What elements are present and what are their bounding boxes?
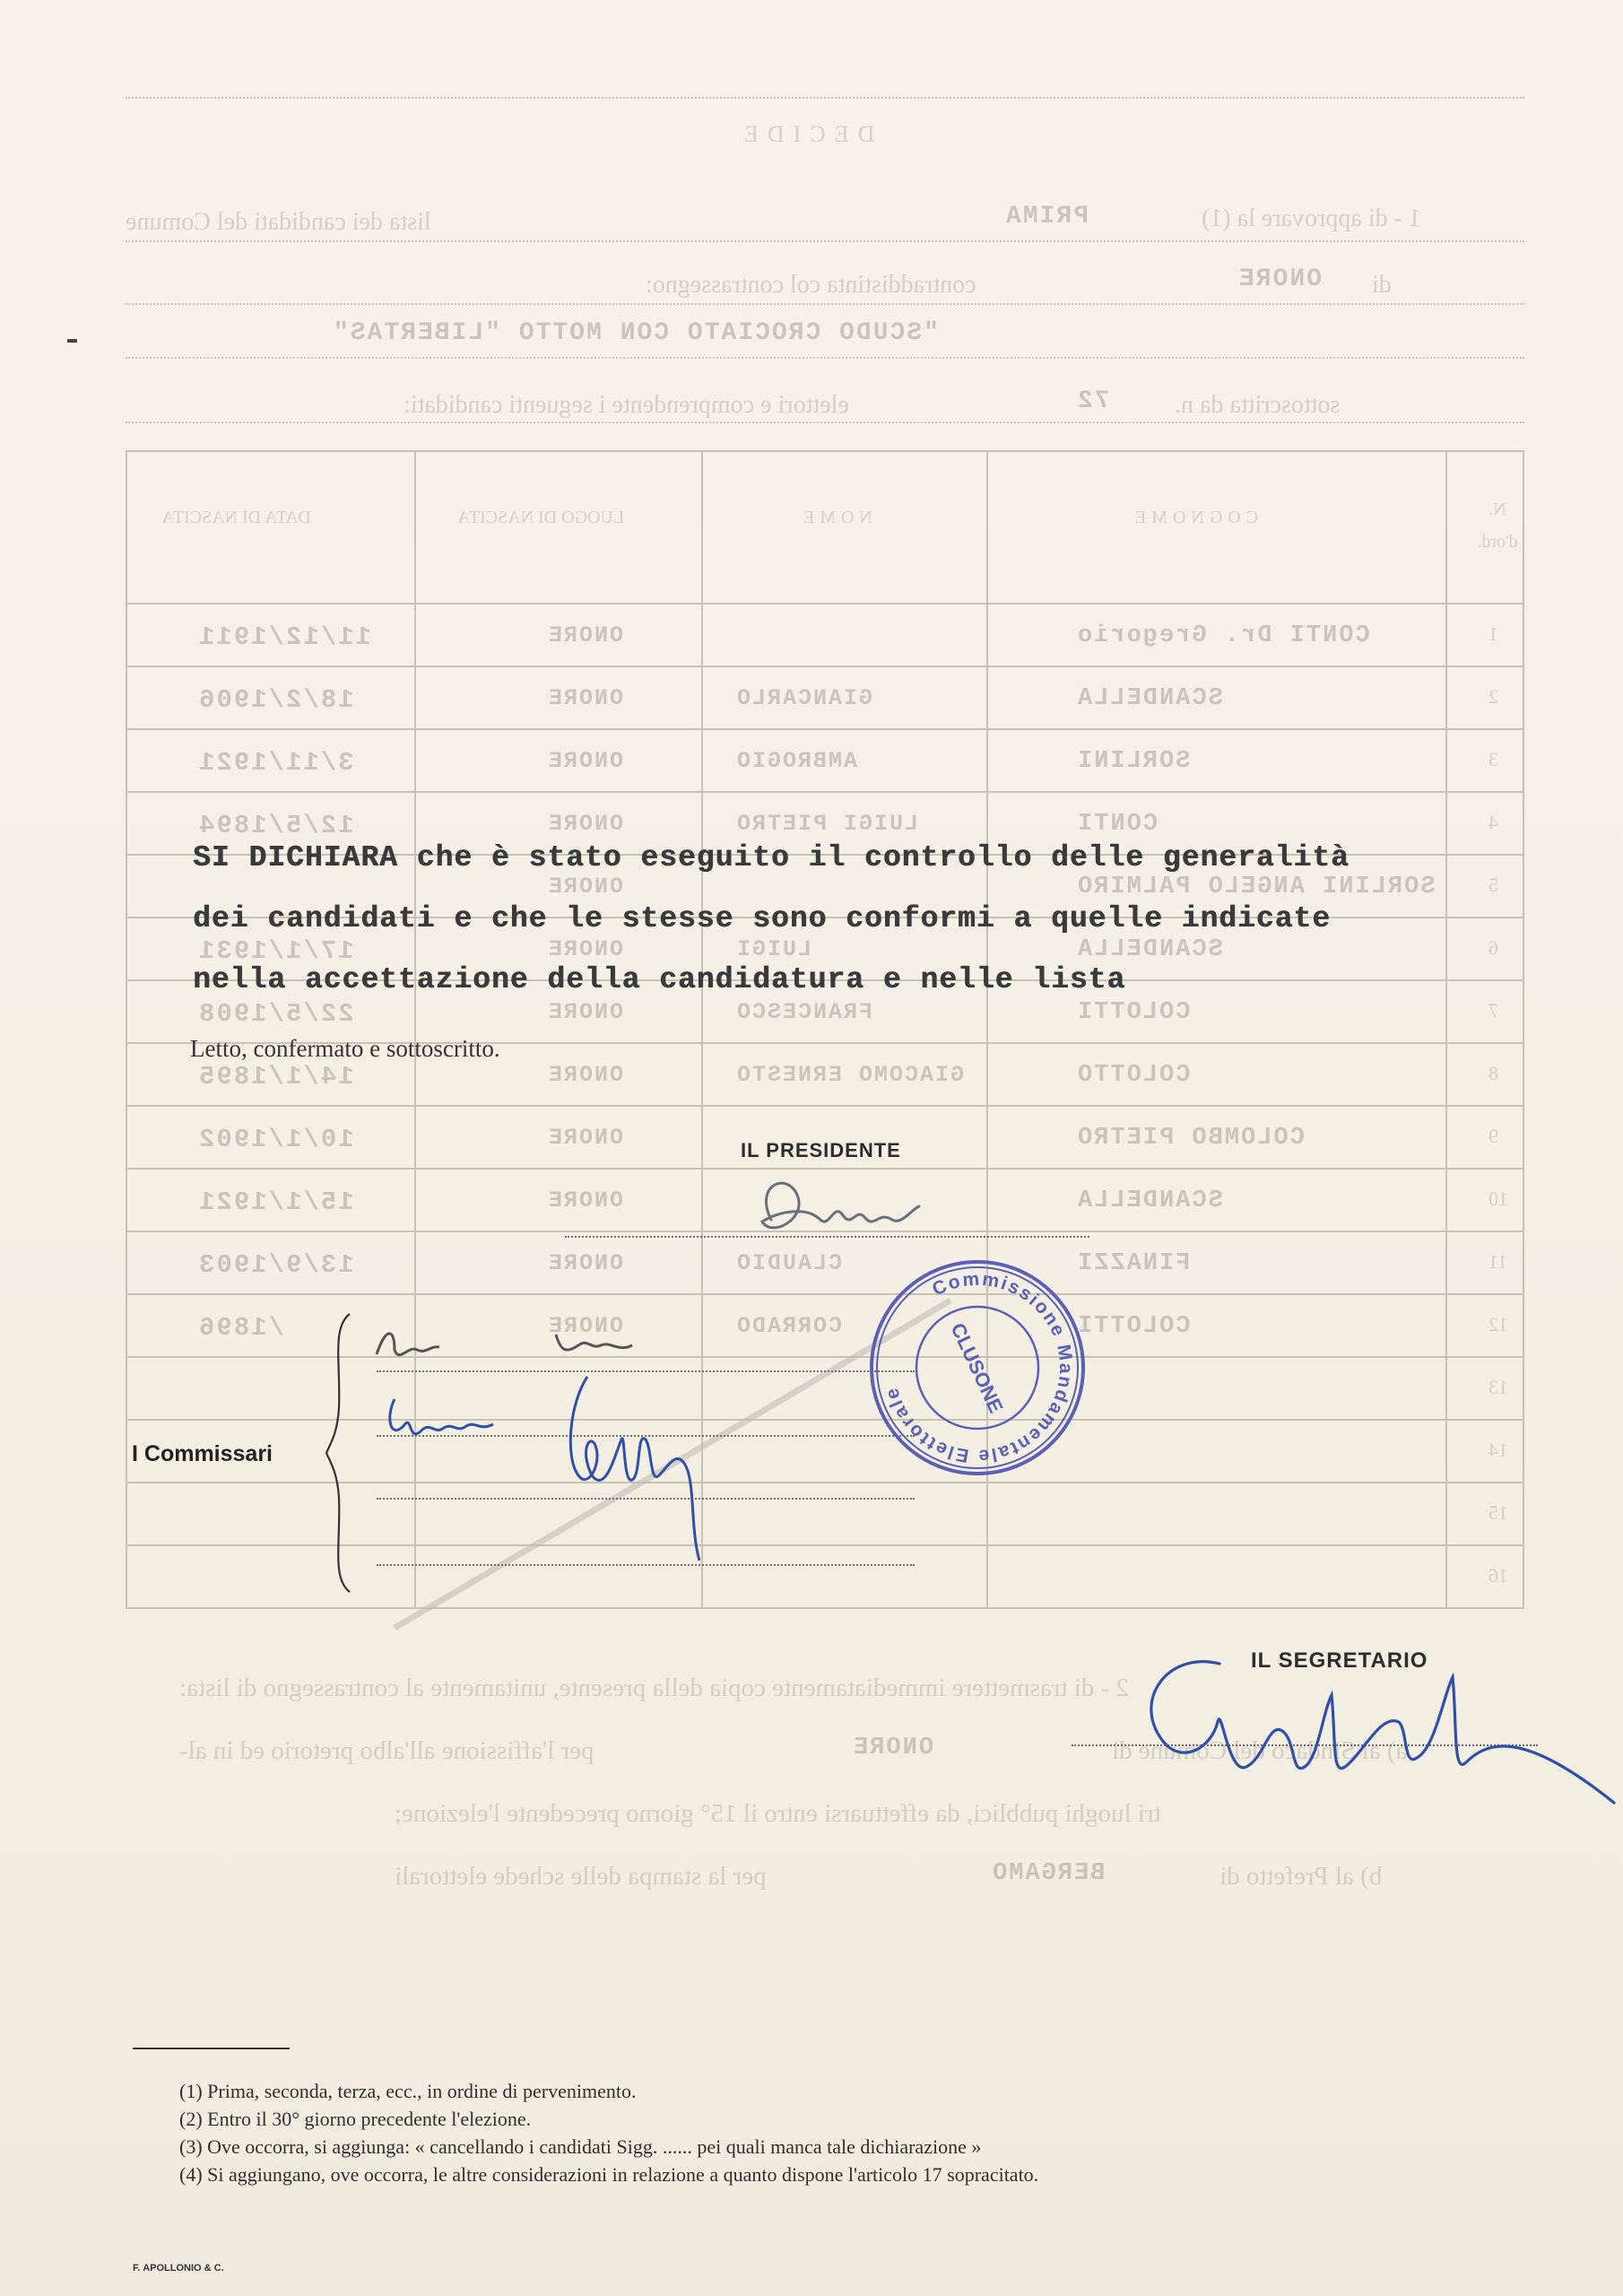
ghost-a-onore: ONORE <box>852 1735 934 1761</box>
ghost-col-cognome: COGNOME <box>1130 508 1259 527</box>
ghost-cell-data: 18/2/1906 <box>197 685 354 715</box>
ghost-a-line: a) al Sindaco del Comune di <box>1112 1736 1408 1765</box>
ghost-trasmettere: 2 - di trasmettere immediatamente copia della presente, unitamente al contrassegno di lista: <box>179 1674 1129 1702</box>
dichiara-line-1: SI DICHIARA che è stato eseguito il controllo delle generalità <box>193 841 1350 874</box>
ghost-cell-n: 4 <box>1488 811 1498 833</box>
ghost-cell-n: 11 <box>1488 1250 1508 1273</box>
footnote-4: (4) Si aggiungano, ove occorra, le altre considerazioni in relazione a quanto dispone l'articolo 17 sopracitato. <box>179 2163 1039 2186</box>
ghost-cell-cognome: SCANDELLA <box>1076 1187 1223 1214</box>
ghost-cell-n: 2 <box>1488 685 1498 708</box>
footnote-separator <box>133 2048 290 2049</box>
ghost-luoghi: tri luoghi pubblici, da effettuarsi entro il 15° giorno precedente l'elezione; <box>395 1799 1161 1828</box>
ghost-col-nome: NOME <box>798 508 872 527</box>
ghost-cell-nome: CORRADO <box>735 1313 843 1339</box>
ghost-cell-n: 3 <box>1488 748 1498 770</box>
ghost-cell-cognome: FINAZZI <box>1076 1250 1191 1277</box>
ghost-cell-luogo: ONORE <box>547 1187 624 1213</box>
ghost-symbol: "SCUDO CROCIATO CON MOTTO "LIBERTAS" <box>332 319 939 347</box>
ghost-b-bergamo: BERGAMO <box>991 1860 1106 1887</box>
ghost-col-data: DATA DI NASCITA <box>161 508 311 527</box>
ghost-cell-data: 17/1/1931 <box>197 936 354 966</box>
ghost-cell-n: 10 <box>1488 1187 1508 1210</box>
ghost-cell-luogo: ONORE <box>547 811 624 837</box>
presidente-signature <box>735 1166 933 1256</box>
ghost-cell-data: 15/1/1921 <box>197 1187 354 1217</box>
ghost-cell-data: 11/12/1911 <box>197 622 372 652</box>
ghost-cell-nome: GIACOMO ERNESTO <box>735 1062 965 1088</box>
ghost-cell-cognome: SCANDELLA <box>1076 936 1223 963</box>
commissario-signature-1 <box>359 1318 646 1372</box>
ghost-cell-luogo: ONORE <box>547 748 624 774</box>
ghost-approve: 1 - di approvare la (1) <box>1202 204 1421 232</box>
ghost-cell-luogo: ONORE <box>547 874 624 900</box>
ghost-decide: DECIDE <box>735 121 875 147</box>
ghost-cell-cognome: SCANDELLA <box>1076 685 1223 712</box>
ghost-cell-cognome: CONTI <box>1076 811 1159 838</box>
ghost-cell-luogo: ONORE <box>547 1250 624 1276</box>
footnote-2: (2) Entro il 30° giorno precedente l'elezione. <box>179 2108 532 2130</box>
ghost-cell-n: 5 <box>1488 874 1498 896</box>
ghost-prima: PRIMA <box>1004 203 1089 230</box>
footnote-3: (3) Ove occorra, si aggiunga: « cancellando i candidati Sigg. ...... pei quali manca tale dichiarazione » <box>179 2135 982 2158</box>
ghost-cell-n: 1 <box>1488 622 1498 645</box>
electoral-commission-stamp <box>865 1256 1089 1480</box>
ghost-b-line: b) al Prefetto di <box>1219 1862 1383 1891</box>
ghost-cell-nome: LUIGI <box>735 936 812 962</box>
ghost-cell-luogo: ONORE <box>547 1125 624 1151</box>
ghost-n-elettori: 72 <box>1076 387 1110 415</box>
ghost-cell-cognome: SORLINI ANGELO PALMIRO <box>1076 874 1436 900</box>
footnotes <box>179 2077 1038 2188</box>
ghost-cell-luogo: ONORE <box>547 622 624 648</box>
ghost-onore: ONORE <box>1237 265 1323 293</box>
ghost-cell-n: 8 <box>1488 1062 1498 1084</box>
commissario-signature-3 <box>551 1368 713 1574</box>
ghost-col-luogo: LUOGO DI NASCITA <box>457 508 625 527</box>
ghost-cell-data: 13/9/1903 <box>197 1250 354 1280</box>
ghost-cell-nome: AMBROGIO <box>735 748 858 774</box>
commissari-brace <box>323 1309 359 1596</box>
ghost-cell-n: 12 <box>1488 1313 1508 1335</box>
ghost-cell-cognome: CONTI Dr. Gregorio <box>1076 622 1370 649</box>
ghost-cell-data: 14/1/1895 <box>197 1062 354 1091</box>
ghost-cell-data: 12/5/1894 <box>197 811 354 840</box>
segretario-signature <box>1112 1641 1623 1821</box>
ghost-cell-nome: GIANCARLO <box>735 685 873 711</box>
stamp-inner-text: CLUSONE <box>946 1319 1008 1417</box>
presidente-label: IL PRESIDENTE <box>741 1139 901 1161</box>
ghost-cell-n: 7 <box>1488 999 1498 1022</box>
ghost-cell-n: 15 <box>1488 1501 1508 1524</box>
letto-confermato: Letto, confermato e sottoscritto. <box>190 1035 500 1062</box>
ghost-cell-data: 22/5/1908 <box>197 999 354 1029</box>
ghost-cell-nome: LUIGI PIETRO <box>735 811 919 837</box>
ghost-cell-data: 3/11/1921 <box>197 748 354 778</box>
printer-mark: F. APOLLONIO & C. <box>133 2263 224 2274</box>
ghost-cell-data: /1896 <box>197 1313 285 1343</box>
ghost-b-rest: per la stampa delle schede elettorali <box>395 1862 767 1891</box>
ghost-lista-title: lista dei candidati del Comune <box>126 208 431 236</box>
ghost-cell-luogo: ONORE <box>547 1062 624 1088</box>
ghost-cell-cognome: COLOMBO PIETRO <box>1076 1125 1305 1152</box>
ghost-cell-nome: CLAUDIO <box>735 1250 843 1276</box>
ghost-cell-n: 16 <box>1488 1564 1508 1587</box>
footnote-1: (1) Prima, seconda, terza, ecc., in ordine di pervenimento. <box>179 2080 637 2102</box>
ghost-cell-luogo: ONORE <box>547 999 624 1025</box>
commissari-label: I Commissari <box>132 1441 273 1466</box>
ghost-cell-luogo: ONORE <box>547 936 624 962</box>
commissario-signature-2 <box>372 1390 507 1453</box>
ghost-contradd: contraddistinta col contrassegno: <box>646 271 976 299</box>
ghost-cell-cognome: COLOTTI <box>1076 999 1191 1026</box>
ghost-di: di <box>1372 271 1392 299</box>
ghost-cell-cognome: SORLINI <box>1076 748 1191 775</box>
stamp-outer-text: Commissione Mandamentale Elettorale <box>881 1268 1077 1467</box>
ghost-a-rest: per l'affissione all'albo pretorio ed in al- <box>179 1736 595 1765</box>
ghost-col-n: N. d'ord. <box>1477 500 1518 552</box>
ghost-cell-cognome: COLOTTI <box>1076 1313 1191 1340</box>
ghost-sottoscritta: sottoscritta da n. <box>1175 391 1341 419</box>
dichiara-line-3: nella accettazione della candidatura e nelle lista <box>193 963 1126 996</box>
ghost-elettori: elettori e comprendente i seguenti candidati: <box>404 391 849 419</box>
ghost-cell-luogo: ONORE <box>547 685 624 711</box>
ghost-cell-n: 14 <box>1488 1439 1508 1461</box>
ghost-cell-n: 6 <box>1488 936 1498 959</box>
ghost-cell-n: 13 <box>1488 1376 1508 1398</box>
ghost-cell-data: 10/1/1902 <box>197 1125 354 1154</box>
dichiara-line-2: dei candidati e che le stesse sono conformi a quelle indicate <box>193 902 1331 935</box>
ghost-cell-cognome: COLOTTO <box>1076 1062 1191 1089</box>
segretario-label: IL SEGRETARIO <box>1251 1648 1428 1673</box>
ghost-cell-luogo: ONORE <box>547 1313 624 1339</box>
ghost-cell-nome: FRANCESCO <box>735 999 873 1025</box>
ghost-cell-n: 9 <box>1488 1125 1498 1147</box>
